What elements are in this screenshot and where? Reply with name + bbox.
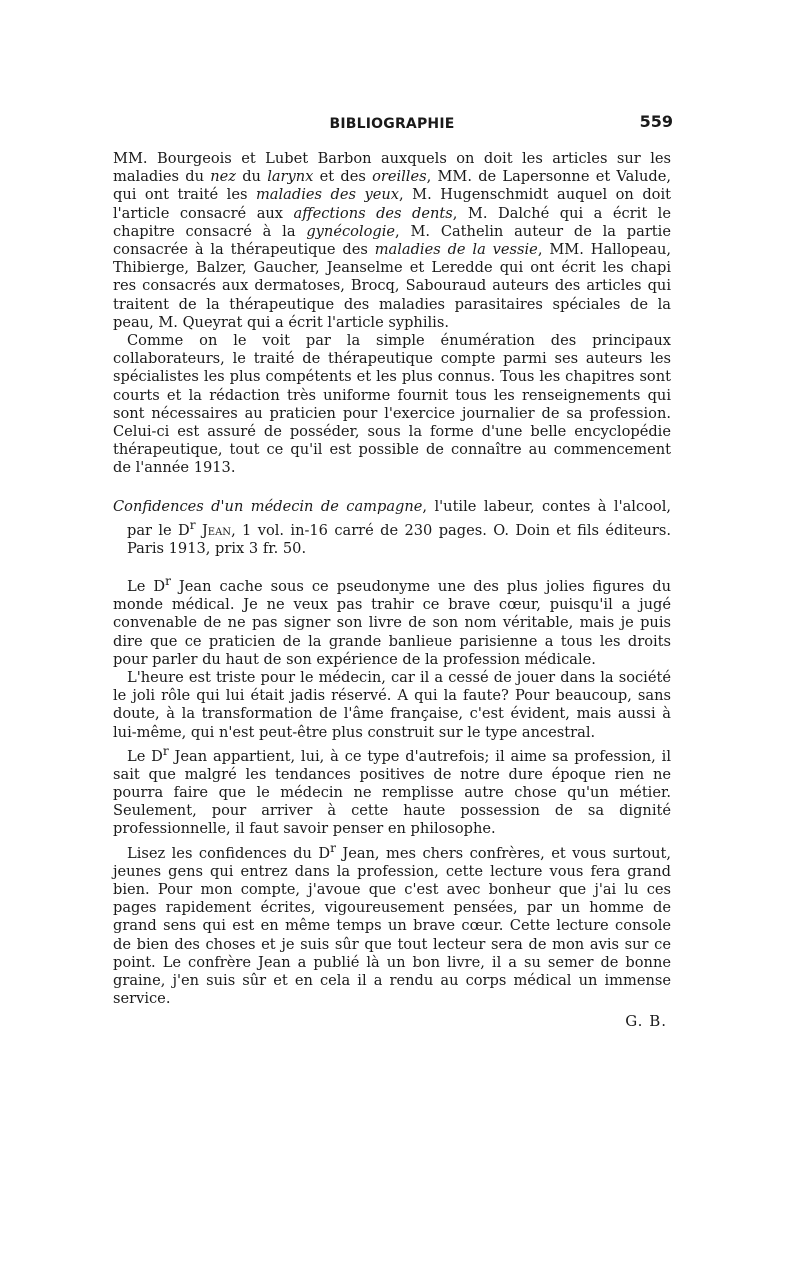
text-run: Jean cache sous ce pseudonyme une des plus jolies figures du monde médical. Je ne veux pas trahir ce brave cœur, puisqu'il a jugé convenable de ne pas signer son livre de son nom véritable, mais je puis dire que ce praticien de la grande banlieue parisienne a tous les droits pour parler du haut de son expérience de la profession médicale. — [113, 577, 671, 668]
italic-run: maladies des yeux — [255, 186, 399, 204]
page — [113, 112, 671, 1030]
paragraph-summary: Comme on le voit par la simple énumération des principaux collaborateurs, le traité de thérapeutique compte parmi ses auteurs les spécialistes les plus compétents et les plus connus. Tous les chapitres sont courts et la rédaction très uniforme fournit tous les renseignements qui sont nécessaires au praticien pour l'exercice journalier de sa profession. Celui-ci est assuré de posséder, sous la forme d'une belle encyclopédie thérapeutique, tout ce qu'il est possible de connaître au commencement de l'année 1913. — [113, 332, 671, 477]
superscript: r — [189, 517, 196, 532]
page-header — [113, 112, 671, 136]
superscript: r — [162, 743, 169, 758]
running-title: BIBLIOGRAPHIE — [329, 116, 455, 132]
text-run: , M. Dalché qui a écrit le chapitre consacré à la — [113, 204, 671, 240]
review-paragraph — [113, 742, 671, 839]
italic-run: oreilles — [372, 168, 427, 186]
italic-run: gynécologie — [306, 222, 396, 240]
italic-run: maladies de la vessie — [374, 241, 538, 259]
review-paragraph — [113, 839, 671, 1009]
text-run: Le D — [127, 577, 166, 595]
paragraph-contributors — [113, 150, 671, 332]
text-run: , M. Hugenschmidt auquel on doit l'article consacré aux — [113, 186, 671, 222]
text-run: MM. Bourgeois et Lubet Barbon auxquels on doit les articles sur les maladies du — [113, 150, 671, 186]
text-run: Jean, mes chers confrères, et vous surtout, jeunes gens qui entrez dans la profession, cette lecture vous fera grand bien. Pour mon compte, j'avoue que c'est avec bonheur que j'ai lu ces pages rapidement écrites, vigoureusement pensées, par un homme de grand sens qui est en même temps un brave cœur. Cette lecture console de bien des choses et je suis sûr que tout lecteur sera de mon avis sur ce point. Le confrère Jean a publié là un bon livre, il a su semer de bonne graine, j'en suis sûr et en cela il a rendu au corps médical un immense service. — [113, 844, 671, 1008]
review-paragraph — [113, 572, 671, 669]
italic-run: nez — [210, 168, 236, 186]
text-run: , M. Cathelin auteur de la partie consacrée à la thérapeutique des — [113, 222, 671, 259]
text-run: du — [235, 168, 268, 186]
author-name: Jean — [201, 521, 232, 539]
text-run: Lisez les confidences du D — [127, 844, 331, 862]
publication-details: , 1 vol. in-16 carré de 230 pages. O. Doin et fils éditeurs. Paris 1913, prix 3 fr. 50. — [127, 521, 671, 557]
superscript: r — [330, 840, 336, 855]
text-run: , l'utile labeur, contes à l'alcool, par le D — [127, 497, 671, 539]
text-run: , MM. de Lapersonne et Valude, qui ont traité les — [113, 168, 672, 204]
page-number: 559 — [639, 112, 673, 131]
review-paragraph: L'heure est triste pour le médecin, car il a cessé de jouer dans la société le joli rôle qui lui était jadis réservé. A qui la faute? Pour beaucoup, sans doute, à la transformation de l'âme française, c'est évident, mais aussi à lui-même, qui n'est peut-être plus construit sur le type ancestral. — [113, 669, 671, 741]
italic-run: affections des dents — [293, 204, 453, 222]
text-run: , MM. Hallopeau, Thibierge, Balzer, Gaucher, Jeanselme et Leredde qui ont écrit les chapi res consacrés aux dermatoses, Brocq, Sabouraud auteurs des articles qui traitent de la thérapeutique des maladies parasitaires spéciales de la peau, M. Queyrat qui a écrit l'article syphilis. — [113, 241, 671, 331]
text-run: Jean appartient, lui, à ce type d'autrefois; il aime sa profession, il sait que malgré les tendances positives de notre dure époque rien ne pourra faire que le médecin ne remplisse autre chose qu'un métier. Seulement, pour arriver à cette haute possession de sa dignité professionnelle, il faut savoir penser en philosophe. — [113, 747, 671, 838]
text-run: et des — [313, 168, 373, 186]
book-review-body — [113, 572, 671, 1008]
signature: G. B. — [625, 1012, 667, 1031]
text-run: Le D — [127, 747, 163, 765]
book-title: Confidences d'un médecin de campagne — [113, 497, 423, 515]
italic-run: larynx — [267, 168, 314, 186]
book-review-heading — [113, 498, 671, 558]
superscript: r — [165, 574, 171, 589]
